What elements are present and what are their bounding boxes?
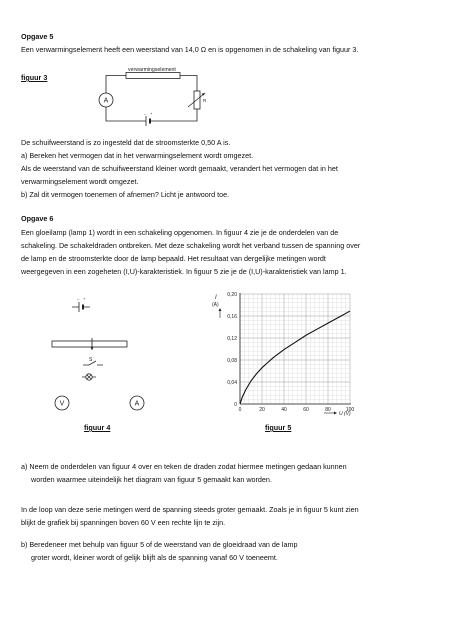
y-tick-label: 0,12	[227, 335, 237, 342]
x-tick-label: 100	[345, 407, 355, 413]
opgave6-question-b-1: b) Beredeneer met behulp van figuur 5 of de weerstand van de gloeidraad van de lamp	[21, 540, 298, 549]
y-tick-label: 0,08	[227, 357, 237, 364]
y-axis-unit: (A)	[212, 302, 219, 308]
figuur4-label: figuur 4	[84, 423, 111, 432]
opgave5-intro: Een verwarmingselement heeft een weerstand van 14,0 Ω en is opgenomen in de schakeling van figuur 3.	[21, 45, 359, 54]
figuur4-components	[40, 290, 150, 415]
x-tick-label: 80	[325, 407, 331, 413]
figuur3-circuit	[95, 66, 205, 130]
x-tick-label: 40	[281, 407, 287, 413]
opgave6-para-2: blijkt de grafiek bij spanningen boven 60 V een rechte lijn te zijn.	[21, 518, 226, 527]
figuur5-label: figuur 5	[265, 423, 292, 432]
opgave6-line-2: schakeling. De schakeldraden ontbreken. Met deze schakeling wordt het verband tussen de spanning over	[21, 241, 361, 250]
ammeter	[99, 93, 113, 107]
svg-text:R: R	[203, 98, 207, 103]
opgave5-heading: Opgave 5	[21, 32, 54, 41]
x-tick-label: 60	[303, 407, 309, 413]
svg-text:S: S	[89, 357, 93, 363]
heating-element	[126, 73, 180, 79]
switch	[83, 357, 103, 365]
rheostat	[52, 338, 127, 350]
opgave5-question-b: b) Zal dit vermogen toenemen of afnemen? Licht je antwoord toe.	[21, 190, 230, 199]
opgave5-line-4: verwarmingselement wordt omgezet.	[21, 177, 139, 186]
x-axis-label: U (V)	[339, 411, 351, 417]
svg-text:A: A	[103, 97, 109, 105]
voltmeter	[55, 396, 69, 410]
chart-ticks	[227, 292, 354, 413]
y-tick-label: 0,20	[227, 291, 237, 298]
x-tick-label: 20	[259, 407, 265, 413]
opgave6-question-a-1: a) Neem de onderdelen van figuur 4 over en teken de draden zodat hiermee metingen gedaan kunnen	[21, 462, 347, 471]
opgave6-line-3: de lamp en de stroomsterkte door de lamp bepaald. Het resultaat van dergelijke metingen wordt	[21, 254, 326, 263]
y-tick-label: 0,16	[227, 313, 237, 320]
rheostat	[188, 91, 207, 109]
y-axis-label: I	[215, 295, 217, 301]
element-label: verwarmingselement	[128, 67, 176, 73]
opgave6-heading: Opgave 6	[21, 214, 54, 223]
figuur5-chart	[212, 288, 362, 418]
x-tick-label: 0	[238, 407, 242, 413]
y-tick-label: 0,04	[227, 379, 237, 386]
opgave5-line-3: Als de weerstand van de schuifweerstand kleiner wordt gemaakt, verandert het vermogen dat in het	[21, 164, 338, 173]
opgave6-question-a-2: worden waarmee uiteindelijk het diagram van figuur 5 gemaakt kan worden.	[31, 475, 272, 484]
opgave6-line-4: weergegeven in een zogeheten (I,U)-karakteristiek. In figuur 5 zie je de (I,U)-karakteristiek van lamp 1.	[21, 267, 347, 276]
y-tick-label: 0	[234, 401, 237, 408]
battery	[72, 296, 90, 312]
lamp	[82, 374, 96, 380]
svg-text:V: V	[59, 400, 65, 408]
opgave6-line-1: Een gloeilamp (lamp 1) wordt in een schakeling opgenomen. In figuur 4 zie je de onderdelen van de	[21, 228, 339, 237]
iu-curve	[240, 311, 350, 404]
figuur3-label: figuur 3	[21, 73, 48, 82]
opgave6-para-1: In de loop van deze serie metingen werd de spanning steeds groter gemaakt. Zoals je in figuur 5 kunt zien	[21, 505, 359, 514]
svg-text:+: +	[150, 111, 153, 116]
chart-plot	[240, 311, 350, 404]
opgave5-line-1: De schuifweerstand is zo ingesteld dat de stroomsterkte 0,50 A is.	[21, 138, 231, 147]
opgave5-question-a: a) Bereken het vermogen dat in het verwarmingselement wordt omgezet.	[21, 151, 254, 160]
svg-text:–: –	[144, 111, 147, 116]
chart-grid	[219, 293, 352, 415]
battery	[139, 111, 155, 126]
svg-text:A: A	[134, 400, 140, 408]
svg-text:–: –	[77, 296, 80, 301]
opgave6-question-b-2: groter wordt, kleiner wordt of gelijk blijft als de spanning vanaf 60 V toeneemt.	[31, 553, 278, 562]
ammeter	[130, 396, 144, 410]
x-axis-arrowhead	[334, 412, 337, 415]
y-axis-arrowhead	[219, 308, 222, 311]
svg-text:+: +	[83, 296, 86, 301]
